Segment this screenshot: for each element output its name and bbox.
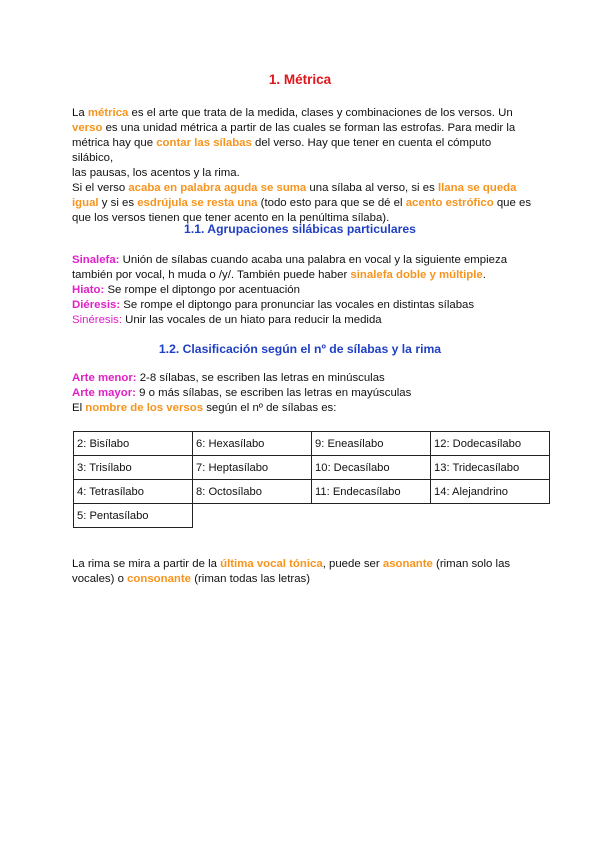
table-cell: 4: Tetrasílabo (74, 480, 193, 504)
term-sinalefa: Sinalefa: (72, 254, 120, 266)
highlight-aguda: acaba en palabra aguda se suma (128, 182, 307, 194)
table-cell: 10: Decasílabo (312, 456, 431, 480)
term-arte-mayor: Arte mayor: (72, 387, 136, 399)
table-cell-empty (312, 504, 431, 528)
table-cell: 8: Octosílabo (193, 480, 312, 504)
highlight-igual: igual (72, 197, 99, 209)
table-cell: 14: Alejandrino (431, 480, 550, 504)
intro-paragraph: La métrica es el arte que trata de la medida, clases y combinaciones de los versos. Un verso es una unidad métrica a partir de las cuales se forman las estrofas. Para medir la métrica hay que contar las sílabas del verso. Hay que tener en cuenta el cómputo silábico, las pausas, los acentos y la rima. Si el verso acaba en palabra aguda se suma una sílaba al verso, si es llana se queda igual y si es esdrújula se resta una (todo esto para que se dé el acento estrófico que es que los versos tienen que tener acento en la penúltima sílaba). (72, 107, 532, 224)
table-cell: 7: Heptasílabo (193, 456, 312, 480)
highlight-llana: llana se queda (437, 182, 517, 194)
term-dieresis: Diéresis: (72, 299, 121, 311)
table-row (74, 480, 550, 504)
highlight-acento: acento estrófico (405, 197, 494, 209)
table-cell: 13: Tridecasílabo (431, 456, 550, 480)
table-cell: 9: Eneasílabo (312, 432, 431, 456)
highlight-contar: contar las sílabas (156, 137, 252, 149)
section-heading-2: 1.2. Clasificación según el nº de sílabas y la rima (158, 342, 442, 356)
highlight-asonante: asonante (382, 558, 433, 570)
section2-body: Arte menor: 2-8 sílabas, se escriben las letras en minúsculas Arte mayor: 9 o más sílabas, se escriben las letras en mayúsculas El nombre de los versos según el nº de sílabas es: (72, 372, 412, 414)
table-row (74, 456, 550, 480)
table-cell: 6: Hexasílabo (193, 432, 312, 456)
table-row (74, 432, 550, 456)
highlight-verso: verso (72, 122, 103, 134)
highlight-sinalefa-doble: sinalefa doble y múltiple (350, 269, 483, 281)
page-title: 1. Métrica (268, 72, 332, 87)
table-cell: 5: Pentasílabo (74, 504, 193, 528)
table-cell-empty (431, 504, 550, 528)
term-hiato: Hiato: (72, 284, 105, 296)
table-cell-empty (193, 504, 312, 528)
term-arte-menor: Arte menor: (72, 372, 137, 384)
highlight-nombre-versos: nombre de los versos (85, 402, 204, 414)
highlight-metrica: métrica (87, 107, 129, 119)
table-row (74, 504, 550, 528)
highlight-esdrujula: esdrújula se resta una (137, 197, 258, 209)
table-cell: 11: Endecasílabo (312, 480, 431, 504)
section-heading-1: 1.1. Agrupaciones silábicas particulares (184, 222, 416, 236)
highlight-vocal-tonica: última vocal tónica (220, 558, 323, 570)
section1-body: Sinalefa: Unión de sílabas cuando acaba una palabra en vocal y la siguiente empieza también por vocal, h muda o /y/. También puede haber sinalefa doble y múltiple. Hiato: Se rompe el diptongo por acentuación Diéresis: Se rompe el diptongo para pronunciar las vocales en distintas sílabas Sinéresis: Unir las vocales de un hiato para reducir la medida (72, 254, 508, 326)
term-sineresis: Sinéresis: (72, 314, 123, 326)
rima-paragraph: La rima se mira a partir de la última vocal tónica, puede ser asonante (riman solo las vocales) o consonante (riman todas las letras) (72, 558, 511, 585)
syllable-table (73, 431, 550, 528)
table-cell: 12: Dodecasílabo (431, 432, 550, 456)
table-cell: 3: Trisílabo (74, 456, 193, 480)
table-cell: 2: Bisílabo (74, 432, 193, 456)
highlight-consonante: consonante (127, 573, 192, 585)
